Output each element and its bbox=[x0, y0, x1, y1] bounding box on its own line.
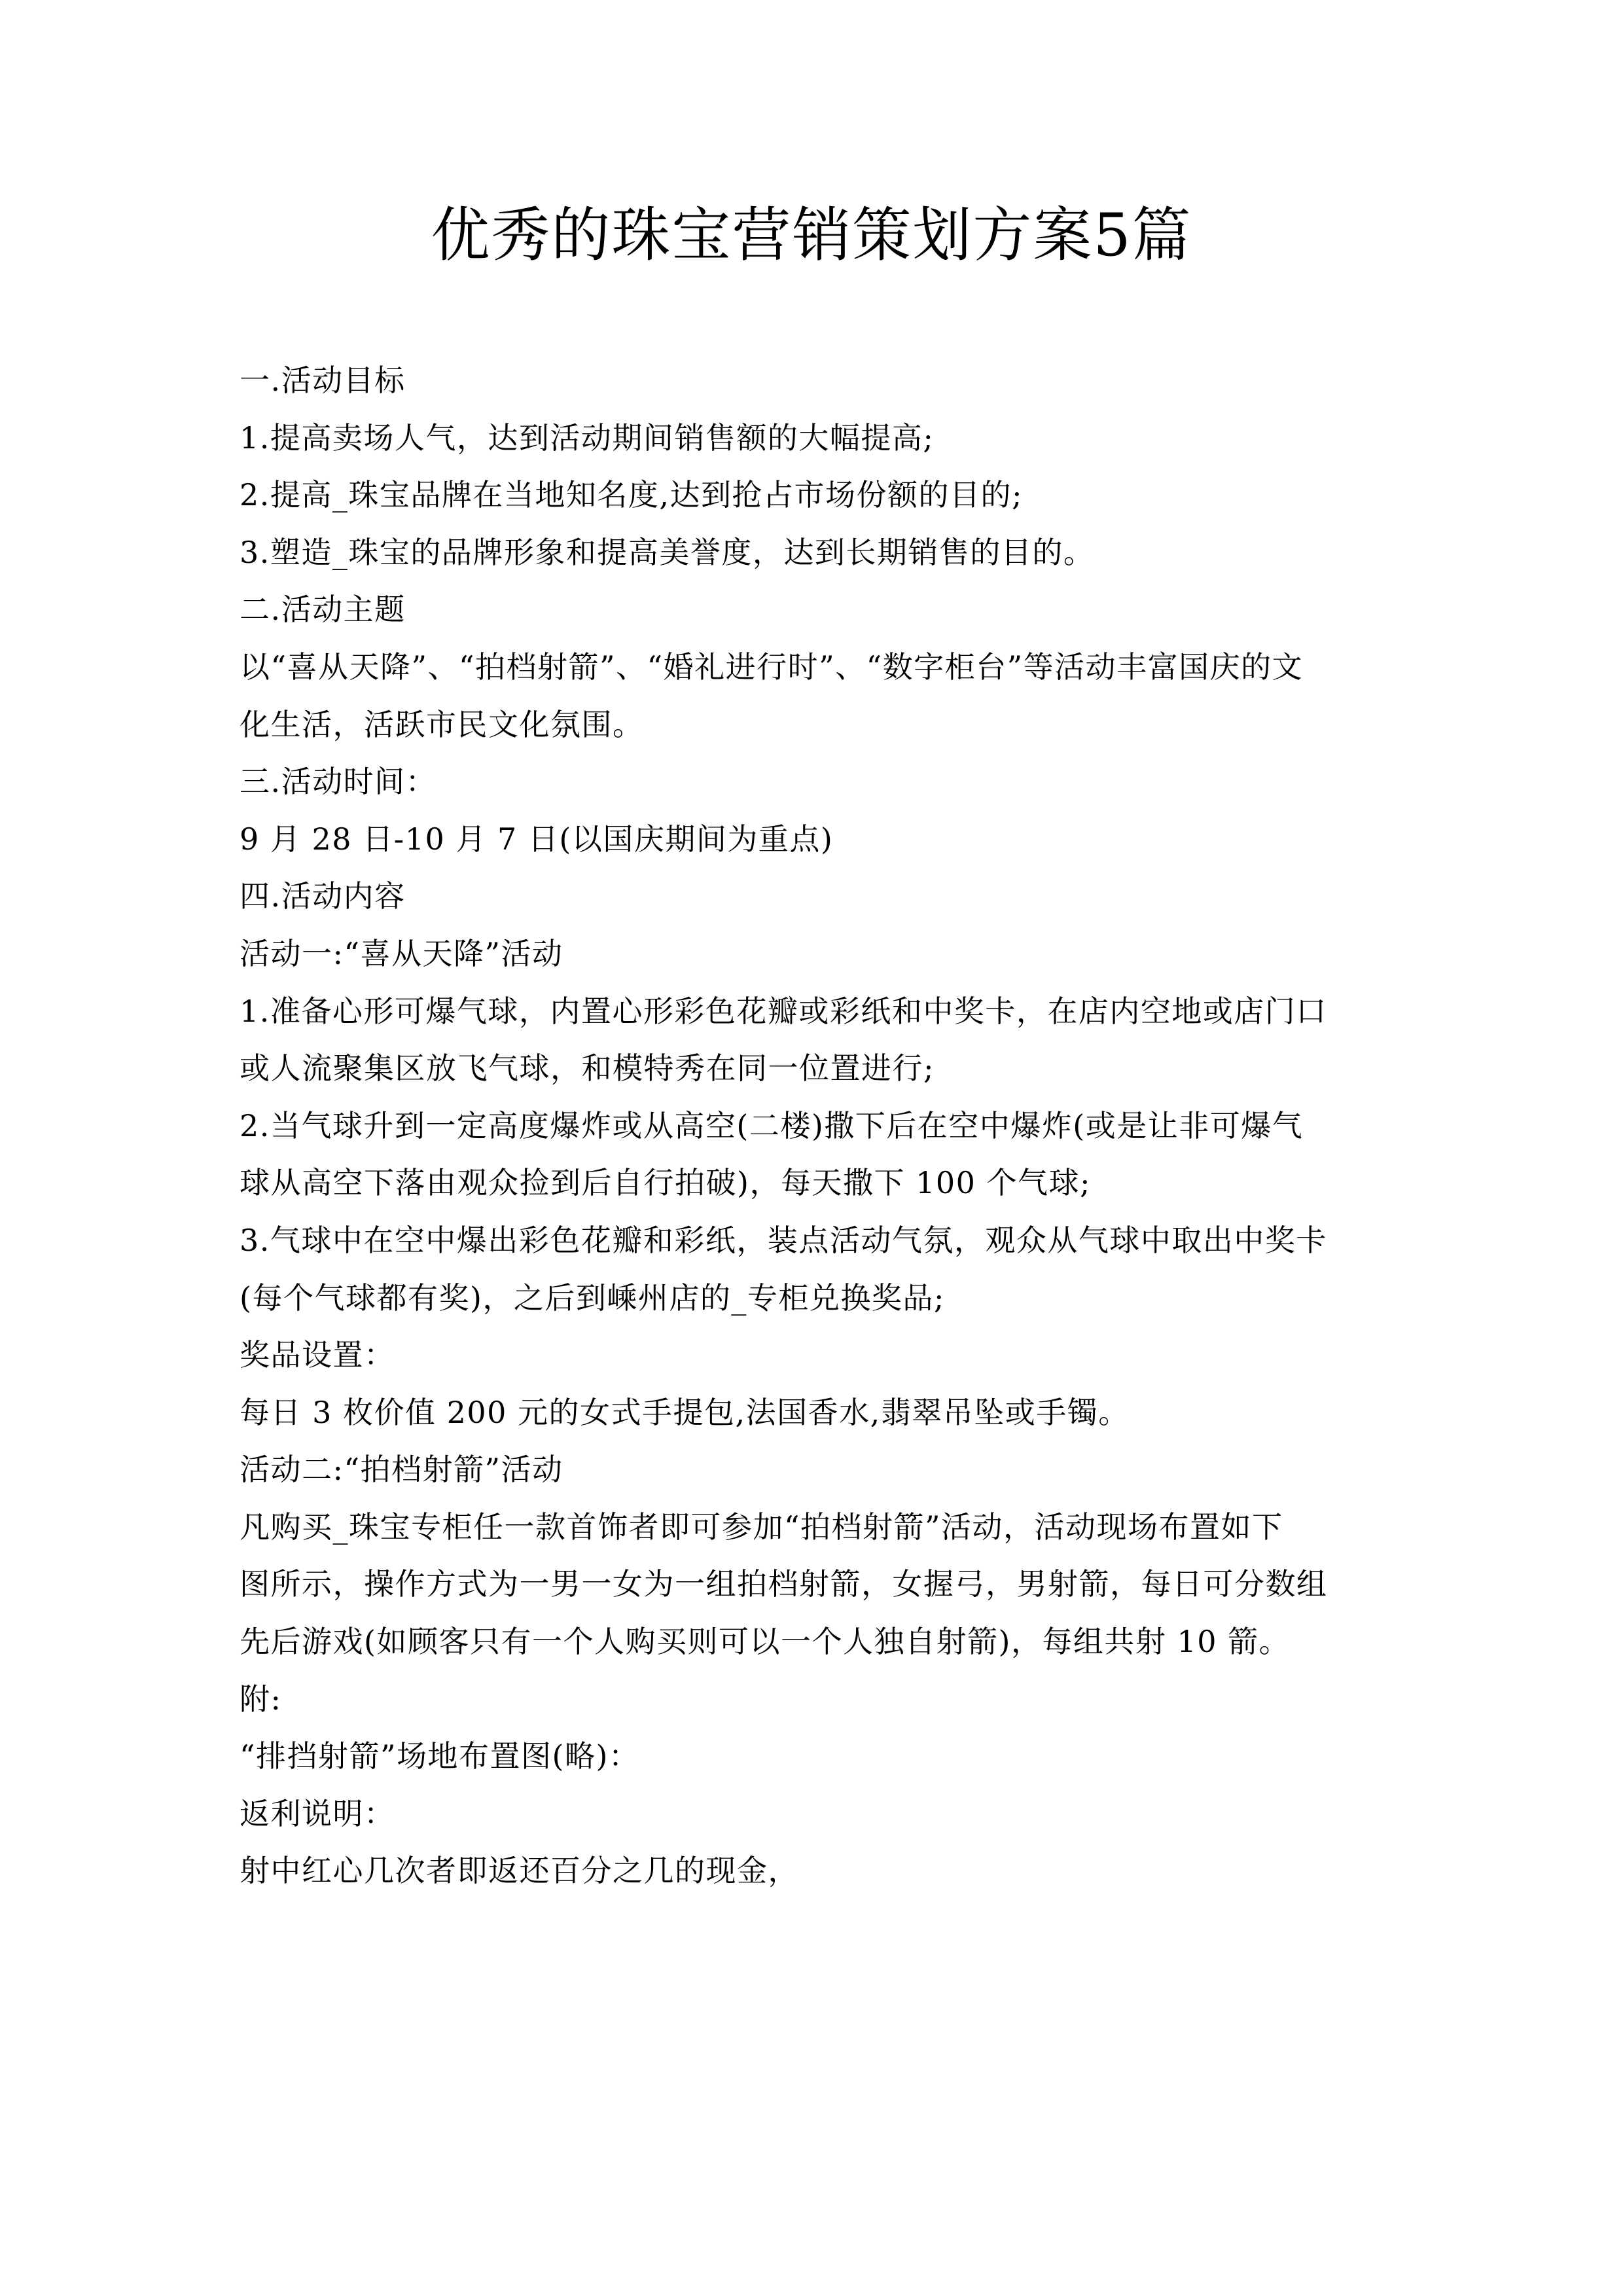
activity-one-step-3-line-1: 3.气球中在空中爆出彩色花瓣和彩纸，装点活动气氛，观众从气球中取出中奖卡 bbox=[240, 1222, 1327, 1258]
rebate-heading: 返利说明： bbox=[240, 1795, 395, 1831]
document-title: 优秀的珠宝营销策划方案5篇 bbox=[431, 201, 1192, 270]
rebate-detail: 射中红心几次者即返还百分之几的现金， bbox=[240, 1853, 799, 1889]
activity-two-paragraph-line-3: 先后游戏(如顾客只有一个人购买则可以一个人独自射箭)，每组共射 10 箭。 bbox=[240, 1624, 1291, 1660]
prize-settings-detail: 每日 3 枚价值 200 元的女式手提包,法国香水,翡翠吊坠或手镯。 bbox=[240, 1394, 1130, 1430]
activity-one-step-2-line-1: 2.当气球升到一定高度爆炸或从高空(二楼)撒下后在空中爆炸(或是让非可爆气 bbox=[240, 1107, 1304, 1143]
activity-one-step-2-line-2: 球从高空下落由观众捡到后自行拍破)，每天撒下 100 个气球; bbox=[240, 1165, 1091, 1201]
appendix-label: 附: bbox=[240, 1681, 282, 1717]
activity-two-paragraph-line-2: 图所示，操作方式为一男一女为一组拍档射箭，女握弓，男射箭，每日可分数组 bbox=[240, 1566, 1328, 1602]
goal-item-1: 1.提高卖场人气，达到活动期间销售额的大幅提高; bbox=[240, 420, 935, 456]
time-range: 9 月 28 日-10 月 7 日(以国庆期间为重点) bbox=[240, 821, 834, 857]
activity-two-paragraph-line-1: 凡购买_珠宝专柜任一款首饰者即可参加“拍档射箭”活动，活动现场布置如下 bbox=[240, 1509, 1283, 1545]
section-heading-content: 四.活动内容 bbox=[240, 878, 406, 914]
section-heading-goals: 一.活动目标 bbox=[240, 363, 406, 398]
document-body bbox=[240, 352, 1378, 1900]
section-heading-theme: 二.活动主题 bbox=[240, 592, 406, 628]
activity-one-step-3-line-2: (每个气球都有奖)，之后到嵊州店的_专柜兑换奖品; bbox=[240, 1280, 945, 1316]
activity-one-step-1-line-2: 或人流聚集区放飞气球，和模特秀在同一位置进行; bbox=[240, 1050, 935, 1086]
layout-diagram-note: “排挡射箭”场地布置图(略)： bbox=[240, 1738, 640, 1774]
activity-two-heading: 活动二:“拍档射箭”活动 bbox=[240, 1452, 563, 1488]
activity-one-heading: 活动一:“喜从天降”活动 bbox=[240, 935, 563, 971]
prize-settings-heading: 奖品设置： bbox=[240, 1337, 395, 1373]
goal-item-3: 3.塑造_珠宝的品牌形象和提高美誉度，达到长期销售的目的。 bbox=[240, 534, 1095, 570]
goal-item-2: 2.提高_珠宝品牌在当地知名度,达到抢占市场份额的目的; bbox=[240, 477, 1024, 513]
theme-paragraph-line-1: 以“喜从天降”、“拍档射箭”、“婚礼进行时”、“数字柜台”等活动丰富国庆的文 bbox=[240, 649, 1304, 685]
theme-paragraph-line-2: 化生活，活跃市民文化氛围。 bbox=[240, 706, 644, 742]
activity-one-step-1-line-1: 1.准备心形可爆气球，内置心形彩色花瓣或彩纸和中奖卡，在店内空地或店门口 bbox=[240, 993, 1327, 1029]
section-heading-time: 三.活动时间： bbox=[240, 764, 437, 800]
